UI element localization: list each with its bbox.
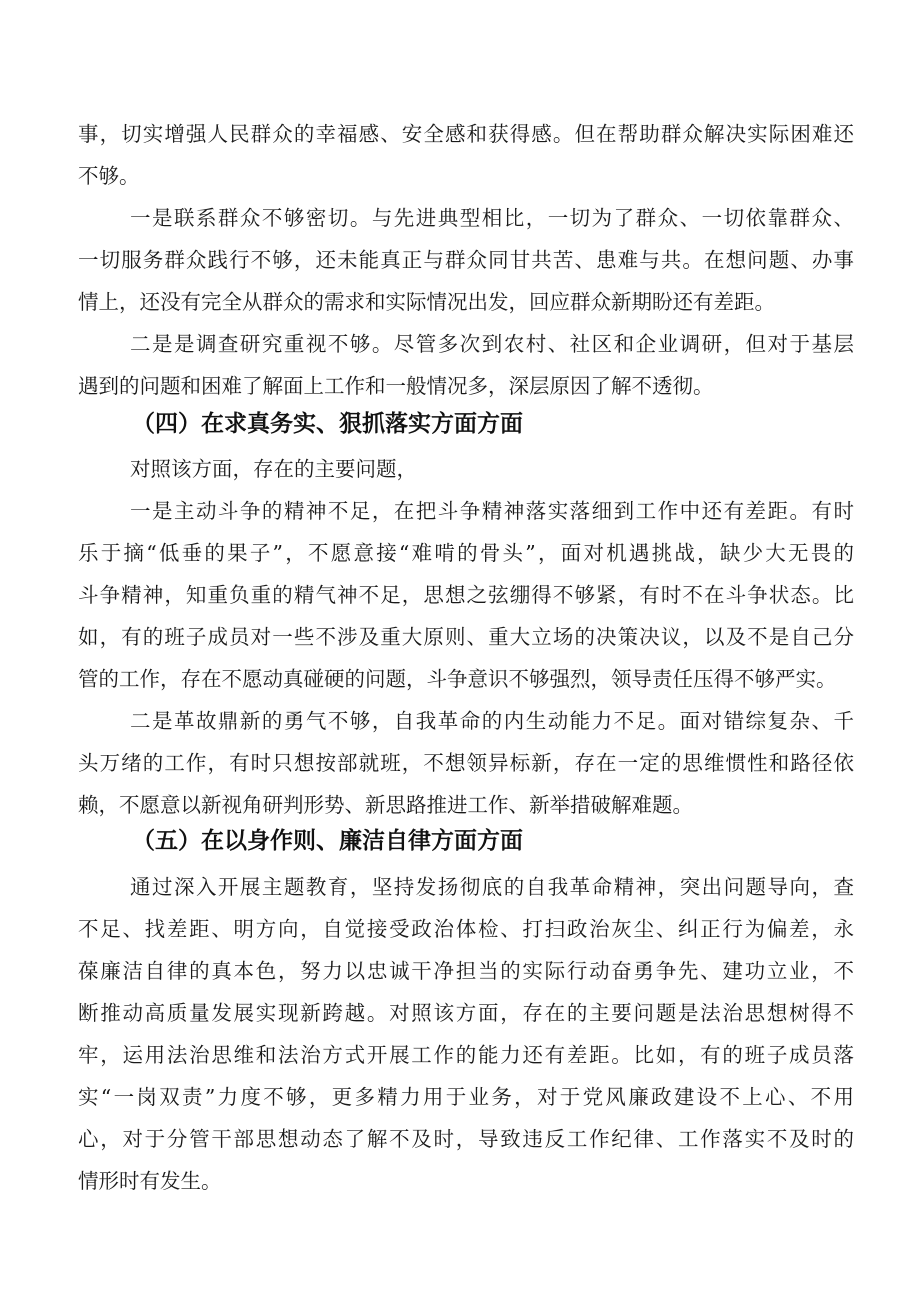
- paragraph-line: 不够。: [78, 164, 140, 188]
- paragraph-line: 情形时有发生。: [78, 1169, 222, 1193]
- paragraph-line: 斗争精神，知重负重的精气神不足，思想之弦绷得不够紧，有时不在斗争状态。比: [78, 583, 854, 607]
- paragraph-line: 情上，还没有完全从群众的需求和实际情况出发，回应群众新期盼还有差距。: [78, 290, 775, 314]
- paragraph-line: 对照该方面，存在的主要问题，: [130, 457, 417, 481]
- paragraph-line: 一是联系群众不够密切。与先进典型相比，一切为了群众、一切依靠群众、: [130, 206, 854, 230]
- paragraph-line: 葆廉洁自律的真本色，努力以忠诚干净担当的实际行动奋勇争先、建功立业，不: [78, 959, 854, 983]
- paragraph-line: 管的工作，存在不愿动真碰硬的问题，斗争意识不够强烈，领导责任压得不够严实。: [78, 667, 837, 691]
- paragraph-line: 二是是调查研究重视不够。尽管多次到农村、社区和企业调研，但对于基层: [130, 332, 854, 356]
- section-heading: （五）在以身作则、廉洁自律方面方面: [132, 828, 523, 854]
- paragraph-line: 通过深入开展主题教育，坚持发扬彻底的自我革命精神，突出问题导向，查: [130, 875, 854, 899]
- paragraph-line: 乐于摘“低垂的果子”，不愿意接“难啃的骨头”，面对机遇挑战，缺少大无畏的: [78, 541, 854, 565]
- paragraph-line: 遇到的问题和困难了解面上工作和一般情况多，深层原因了解不透彻。: [78, 374, 714, 398]
- paragraph-line: 实“一岗双责”力度不够，更多精力用于业务，对于党风廉政建设不上心、不用: [78, 1085, 854, 1109]
- paragraph-line: 一切服务群众践行不够，还未能真正与群众同甘共苦、患难与共。在想问题、办事: [78, 248, 854, 272]
- paragraph-line: 牢，运用法治思维和法治方式开展工作的能力还有差距。比如，有的班子成员落: [78, 1043, 854, 1067]
- paragraph-line: 心，对于分管干部思想动态了解不及时，导致违反工作纪律、工作落实不及时的: [78, 1127, 854, 1151]
- paragraph-line: 赖，不愿意以新视角研判形势、新思路推进工作、新举措破解难题。: [78, 793, 693, 817]
- paragraph-line: 不足、找差距、明方向，自觉接受政治体检、打扫政治灰尘、纠正行为偏差，永: [78, 917, 854, 941]
- paragraph-line: 二是革故鼎新的勇气不够，自我革命的内生动能力不足。面对错综复杂、千: [130, 709, 854, 733]
- paragraph-line: 如，有的班子成员对一些不涉及重大原则、重大立场的决策决议，以及不是自己分: [78, 625, 854, 649]
- section-heading: （四）在求真务实、狠抓落实方面方面: [132, 411, 523, 437]
- paragraph-line: 一是主动斗争的精神不足，在把斗争精神落实落细到工作中还有差距。有时: [130, 499, 854, 523]
- paragraph-line: 头万绪的工作，有时只想按部就班，不想领异标新，存在一定的思维惯性和路径依: [78, 751, 854, 775]
- paragraph-line: 事，切实增强人民群众的幸福感、安全感和获得感。但在帮助群众解决实际困难还: [78, 122, 854, 146]
- paragraph-line: 断推动高质量发展实现新跨越。对照该方面，存在的主要问题是法治思想树得不: [78, 1001, 854, 1025]
